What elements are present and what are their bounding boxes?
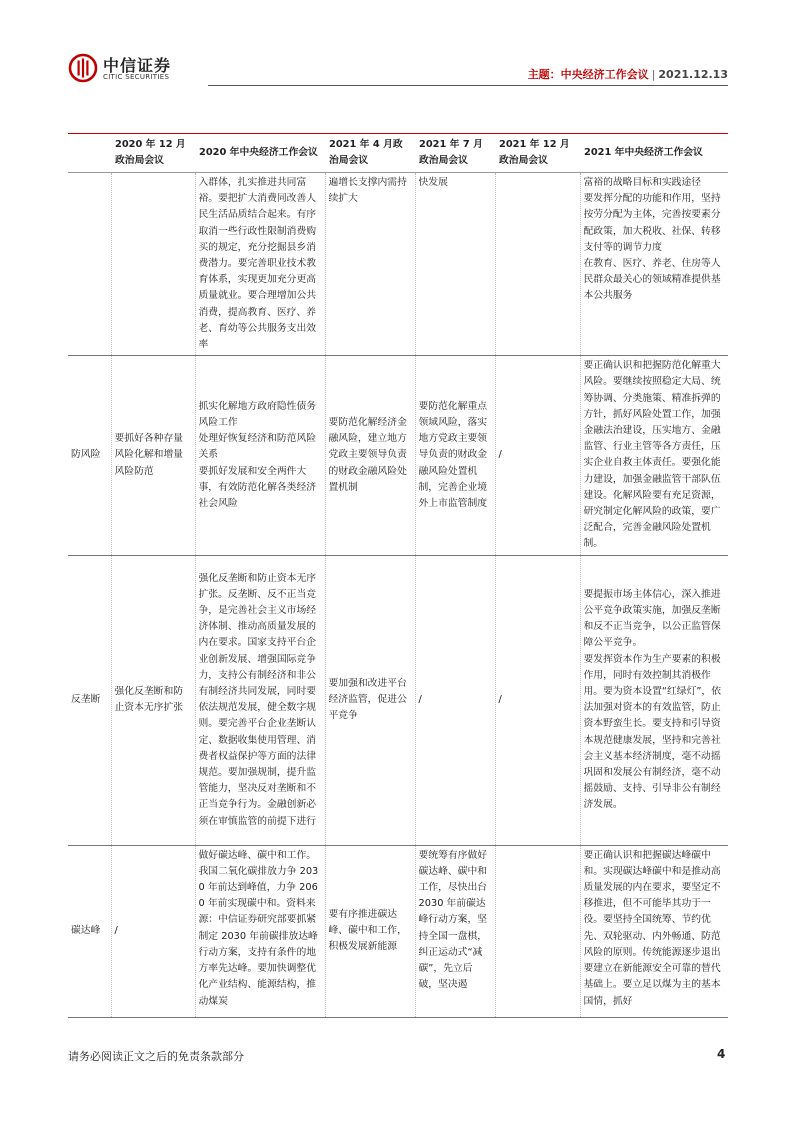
cell-2020-dec-politburo: 要抓好各种存量风险化解和增量风险防范: [111, 356, 195, 555]
cell-2020-cewc: 抓实化解地方政府隐性债务风险工作 处理好恢复经济和防范风险关系 要抓好发展和安全两件大事，有效防范化解各类经济社会风险: [195, 356, 325, 555]
cell-2021-jul-politburo: 要防范化解重点领域风险，落实地方党政主要领导负责的财政金融风险处置机制，完善企业境外上市监管制度: [415, 356, 495, 555]
cell-2020-dec-politburo: 强化反垄断和防止资本无序扩张: [111, 555, 195, 845]
col-header-2021-dec-politburo: 2021 年 12 月政治局会议: [495, 134, 580, 173]
cell-2021-dec-politburo: /: [495, 356, 580, 555]
cell-2020-dec-politburo: [111, 173, 195, 356]
cell-2021-apr-politburo: 要有序推进碳达峰、碳中和工作，积极发展新能源: [325, 845, 415, 1017]
table-row: [68, 173, 728, 356]
cell-2021-cewc: 要提振市场主体信心，深入推进公平竞争政策实施，加强反垄断和反不正当竞争，以公正监管保障公平竞争。 要发挥资本作为生产要素的积极作用，同时有效控制其消极作用。要为资本设置“红绿灯”，依法加强对资本的有效监管，防止资本野蛮生长。要支持和引导资本规范健康发展，坚持和完善社会主义基本经济制度，毫不动摇巩固和发展公有制经济，毫不动摇鼓励、支持、引导非公有制经济发展。: [580, 555, 728, 845]
cell-2021-apr-politburo: 遍增长支撑内需持续扩大: [325, 173, 415, 356]
cell-2020-dec-politburo: /: [111, 845, 195, 1017]
row-topic: 碳达峰: [71, 925, 101, 937]
table-header-row: [68, 134, 728, 173]
footer-disclaimer: 请务必阅读正文之后的免责条款部分: [68, 1050, 244, 1063]
cell-2021-apr-politburo: 要防范化解经济金融风险，建立地方党政主要领导负责的财政金融风险处置机制: [325, 356, 415, 555]
col-header-2021-apr-politburo: 2021 年 4 月政治局会议: [325, 134, 415, 173]
col-header-2020-dec-politburo: 2020 年 12 月政治局会议: [111, 134, 195, 173]
col-header-topic: [68, 134, 111, 173]
logo-cn-text: 中信证券: [103, 56, 172, 75]
policy-comparison-table: [68, 133, 728, 1018]
cell-2021-jul-politburo: 快发展: [415, 173, 495, 356]
cell-2021-jul-politburo: /: [415, 555, 495, 845]
col-header-2020-cewc: 2020 年中央经济工作会议: [195, 134, 325, 173]
cell-2021-dec-politburo: [495, 845, 580, 1017]
logo-en-text: CITIC SECURITIES: [103, 73, 170, 81]
citic-logo-icon: [68, 53, 98, 83]
citic-logo: [68, 53, 228, 87]
row-topic: 防风险: [71, 449, 101, 461]
cell-2020-cewc: 入群体，扎实推进共同富裕。要把扩大消费同改善人民生活品质结合起来。有序取消一些行政性限制消费购买的规定，充分挖掘县乡消费潜力。要完善职业技术教育体系，实现更加充分更高质量就业。要合理增加公共消费，提高教育、医疗、养老、育幼等公共服务支出效率: [195, 173, 325, 356]
cell-2021-cewc: 富裕的战略目标和实践途径 要发挥分配的功能和作用，坚持按劳分配为主体，完善按要素分配政策，加大税收、社保、转移支付等的调节力度 在教育、医疗、养老、住房等人民群众最关心的领域精准提供基本公共服务: [580, 173, 728, 356]
page-number: 4: [717, 1047, 726, 1061]
col-header-2021-cewc: 2021 年中央经济工作会议: [580, 134, 728, 173]
header-separator: |: [651, 68, 656, 81]
cell-2021-cewc: 要正确认识和把握碳达峰碳中和。实现碳达峰碳中和是推动高质量发展的内在要求，要坚定不移推进，但不可能毕其功于一役。要坚持全国统筹、节约优先、双轮驱动、内外畅通、防范风险的原则。传统能源逐步退出要建立在新能源安全可靠的替代基础上。要立足以煤为主的基本国情，抓好: [580, 845, 728, 1017]
header-date: 2021.12.13: [658, 68, 728, 81]
row-topic: [68, 173, 111, 356]
col-header-2021-jul-politburo: 2021 年 7 月政治局会议: [415, 134, 495, 173]
header-topic: [528, 66, 728, 82]
cell-2020-cewc: 强化反垄断和防止资本无序扩张。反垄断、反不正当竞争，是完善社会主义市场经济体制、推动高质量发展的内在要求。国家支持平台企业创新发展、增强国际竞争力，支持公有制经济和非公有制经济共同发展，同时要依法规范发展，健全数字规则。要完善平台企业垄断认定、数据收集使用管理、消费者权益保护等方面的法律规范。要加强规制，提升监管能力，坚决反对垄断和不正当竞争行为。金融创新必须在审慎监管的前提下进行: [195, 555, 325, 845]
cell-2021-cewc: 要正确认识和把握防范化解重大风险。要继续按照稳定大局、统筹协调、分类施策、精准拆弹的方针，抓好风险处置工作，加强金融法治建设，压实地方、金融监管、行业主管等各方责任，压实企业自救主体责任。要强化能力建设，加强金融监管干部队伍建设。化解风险要有充足资源，研究制定化解风险的政策，要广泛配合，完善金融风险处置机制。: [580, 356, 728, 555]
cell-2021-jul-politburo: 要统筹有序做好碳达峰、碳中和工作，尽快出台 2030 年前碳达峰行动方案，坚持全国一盘棋，纠正运动式“减碳”，先立后破，坚决遏: [415, 845, 495, 1017]
row-topic: 反垄断: [71, 694, 101, 706]
cell-2020-cewc: 做好碳达峰、碳中和工作。我国二氧化碳排放力争 2030 年前达到峰值，力争 2060 年前实现碳中和。资料来源：中信证券研究部要抓紧制定 2030 年前碳排放达峰行动方案，支持有条件的地方率先达峰。要加快调整优化产业结构、能源结构，推动煤炭: [195, 845, 325, 1017]
cell-2021-apr-politburo: 要加强和改进平台经济监管，促进公平竞争: [325, 555, 415, 845]
table-row: [68, 555, 728, 845]
table-row: [68, 356, 728, 555]
cell-2021-dec-politburo: [495, 173, 580, 356]
header-topic-title: 主题：中央经济工作会议: [527, 68, 649, 81]
header-rule: [208, 85, 728, 86]
table-row: [68, 845, 728, 1017]
cell-2021-dec-politburo: /: [495, 555, 580, 845]
